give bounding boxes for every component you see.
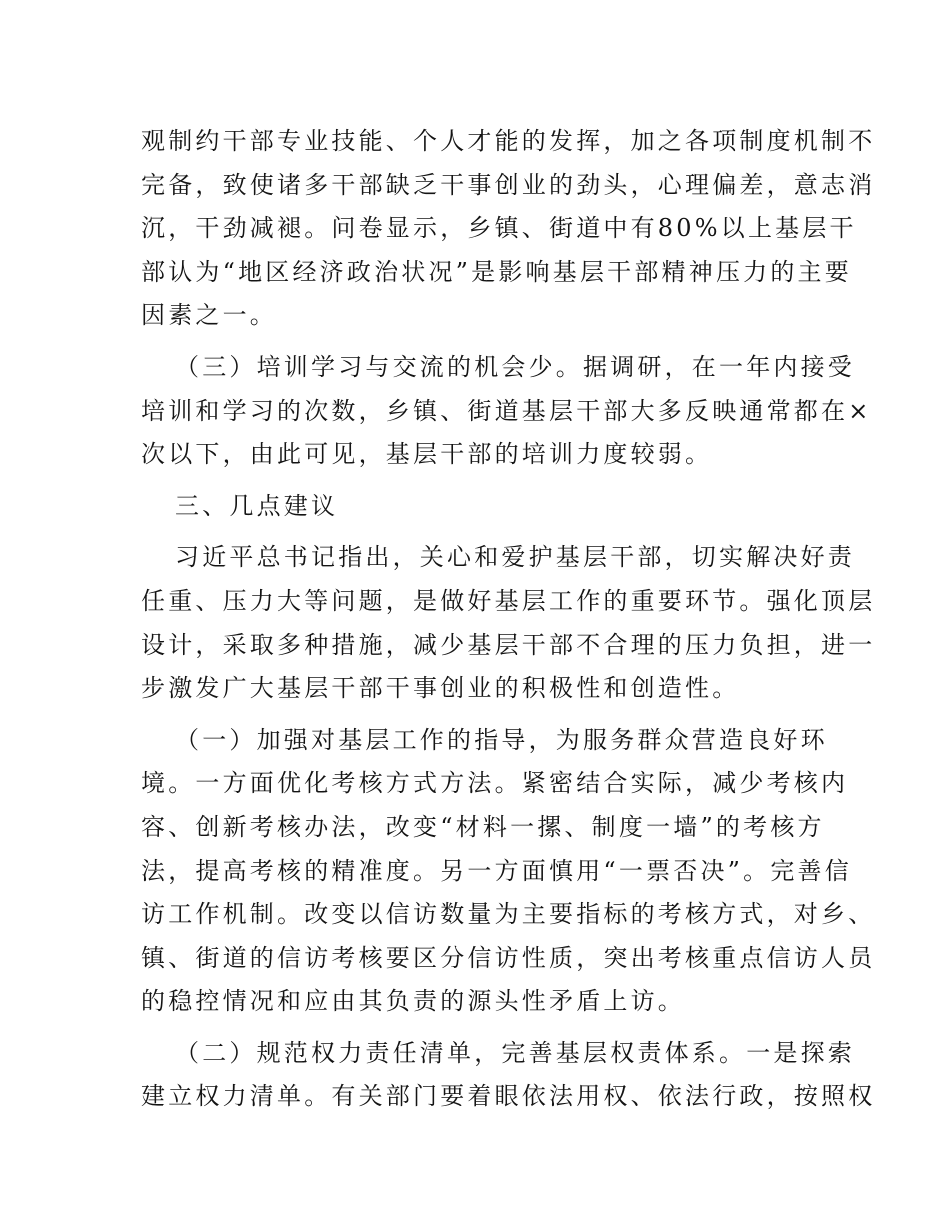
text-line: 设计，采取多种措施，减少基层干部不合理的压力负担，进一: [141, 630, 876, 659]
text-line: 部认为“地区经济政治状况”是影响基层干部精神压力的主要: [141, 257, 852, 286]
text-line: 习近平总书记指出，关心和爱护基层干部，切实解决好责: [175, 543, 855, 572]
text-line: （三）培训学习与交流的机会少。据调研，在一年内接受: [175, 352, 855, 381]
text-line: 步激发广大基层干部干事创业的积极性和创造性。: [141, 674, 740, 703]
paragraph: [141, 536, 876, 710]
text-line: 访工作机制。改变以信访数量为主要指标的考核方式，对乡、: [141, 900, 876, 929]
text-line: 培训和学习的次数，乡镇、街道基层干部大多反映通常都在×: [141, 396, 872, 425]
paragraph: [141, 719, 876, 1024]
paragraph: [141, 120, 876, 338]
text-line: 境。一方面优化考核方式方法。紧密结合实际，减少考核内: [141, 769, 849, 798]
text-line: 容、创新考核办法，改变“材料一摞、制度一墙”的考核方: [141, 812, 825, 841]
text-line: （一）加强对基层工作的指导，为服务群众营造良好环: [175, 725, 828, 754]
document-body: [141, 120, 876, 1119]
text-line: 次以下，由此可见，基层干部的培训力度较弱。: [141, 440, 713, 469]
text-line: 的稳控情况和应由其负责的源头性矛盾上访。: [141, 987, 685, 1016]
text-line: 沉，干劲减褪。问卷显示，乡镇、街道中有80%以上基层干: [141, 214, 857, 243]
text-line: 法，提高考核的精准度。另一方面慎用“一票否决”。完善信: [141, 856, 852, 885]
text-line: 因素之一。: [141, 301, 277, 330]
text-line: 镇、街道的信访考核要区分信访性质，突出考核重点信访人员: [141, 943, 876, 972]
paragraph: [141, 1032, 876, 1119]
text-line: 观制约干部专业技能、个人才能的发挥，加之各项制度机制不: [141, 127, 876, 155]
text-line: 任重、压力大等问题，是做好基层工作的重要环节。强化顶层: [141, 586, 876, 615]
text-line: 完备，致使诸多干部缺乏干事创业的劲头，心理偏差，意志消: [141, 170, 876, 199]
text-line: 建立权力清单。有关部门要着眼依法用权、依法行政，按照权: [141, 1082, 876, 1111]
section-heading: [141, 485, 813, 529]
section-heading-text: 三、几点建议: [175, 491, 339, 520]
paragraph: [141, 346, 872, 477]
text-line: （二）规范权力责任清单，完善基层权责体系。一是探索: [175, 1038, 855, 1067]
